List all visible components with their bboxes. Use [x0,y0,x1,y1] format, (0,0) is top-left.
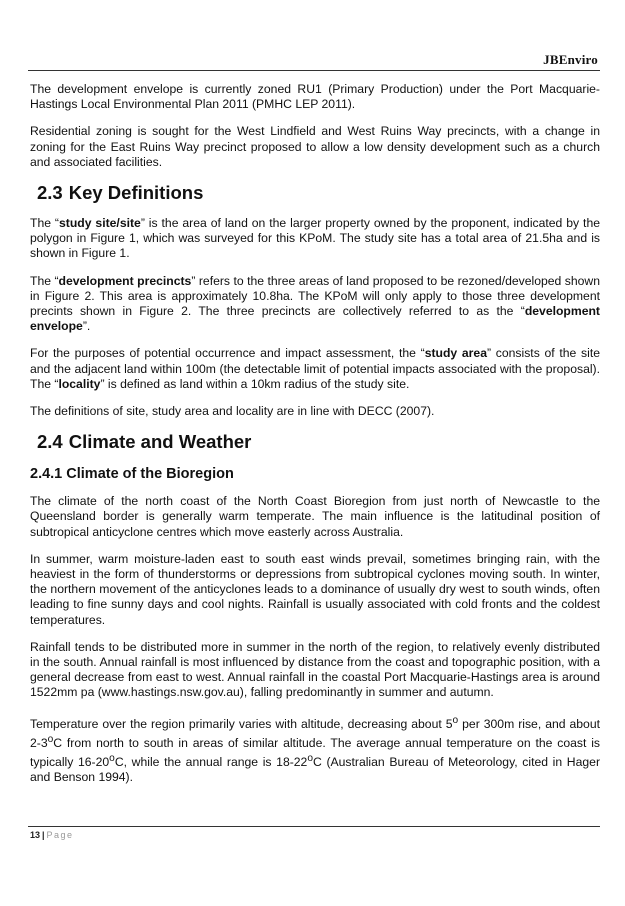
study-area-definition: For the purposes of potential occurrence and impact assessment, the “study area” consists of the site and the adjacent land within 100m (the detectable limit of potential impacts associated with the proposal). The “locality” is defined as land within a 10km radius of the study site. [30,346,600,391]
section-number: 2.3 [37,182,63,204]
footer-rule [28,826,600,827]
page-number: 13 [30,830,41,840]
study-site-definition: The “study site/site” is the area of land on the larger property owned by the proponent, indicated by the polygon in Figure 1, which was surveyed for this KPoM. The study site has a total area of 21.5ha and is shown in Figure 1. [30,216,601,261]
footer-separator: | [42,830,45,840]
subsection-2-4-1-heading: 2.4.1 Climate of the Bioregion [30,466,234,483]
section-2-4-heading [37,431,600,453]
climate-paragraph-1: The climate of the north coast of the North Coast Bioregion from just north of Newcastle to the Queensland border is generally warm temperate. The main influence is the latitudinal position of subtropical anticyclone centres which move easterly across Australia. [30,494,600,539]
climate-paragraph-4: Temperature over the region primarily varies with altitude, decreasing about 5$^o$ per 300m rise, and about 2-3$^o$C from north to south in areas of similar altitude. The average annual temperature on the coast is typically 16-20$^o$C, while the annual range is 18-22$^o$C (Australian Bureau of Meteorology, cited in Hager and Benson 1994). [30,714,601,785]
climate-paragraph-3: Rainfall tends to be distributed more in summer in the north of the region, to relatively evenly distributed in the south. Annual rainfall is most influenced by distance from the coast and topographic position, with a general decrease from east to west. Annual rainfall in the coastal Port Macquarie-Hastings area is around 1522mm pa (www.hastings.nsw.gov.au), falling predominantly in summer and autumn. [30,639,600,700]
page-label: Page [46,830,74,840]
term-development-precincts: development precincts [58,273,192,288]
residential-zoning-paragraph: Residential zoning is sought for the West Lindfield and West Ruins Way precincts, with a change in zoning for the East Ruins Way precinct proposed to allow a low density development such as a church and associated facilities. [30,124,600,169]
term-locality: locality [58,376,101,391]
page-content [30,82,600,798]
section-number: 2.4 [37,431,63,453]
term-study-area: study area [424,346,487,361]
section-title: Climate and Weather [68,431,252,453]
definitions-source-paragraph: The definitions of site, study area and locality are in line with DECC (2007). [30,404,435,419]
term-development-envelope: development envelope [30,304,600,334]
section-title: Key Definitions [68,182,204,204]
zoning-paragraph: The development envelope is currently zoned RU1 (Primary Production) under the Port Macquarie-Hastings Local Environmental Plan 2011 (PMHC LEP 2011). [30,82,600,112]
development-precincts-definition: The “development precincts” refers to the three areas of land proposed to be rezoned/developed shown in Figure 2. This area is approximately 10.8ha. The KPoM will only apply to those three development precints shown in Figure 2. The three precincts are collectively referred to as the “development envelope”. [30,273,601,334]
term-study-site: study site/site [59,216,141,231]
page-footer [30,830,74,840]
header-rule [28,70,600,71]
section-2-3-heading [37,182,600,204]
climate-paragraph-2: In summer, warm moisture-laden east to south east winds prevail, sometimes bringing rain, with the heaviest in the form of thunderstorms or depressions from subtropical cyclones moving south. In winter, the northern movement of the anticyclones leads to a dominance of usually dry west to south winds, often leading to fine sunny days and cool nights. Rainfall is usually associated with cold fronts and the coldest temperatures. [30,551,600,627]
header-brand: JBEnviro [543,52,598,67]
